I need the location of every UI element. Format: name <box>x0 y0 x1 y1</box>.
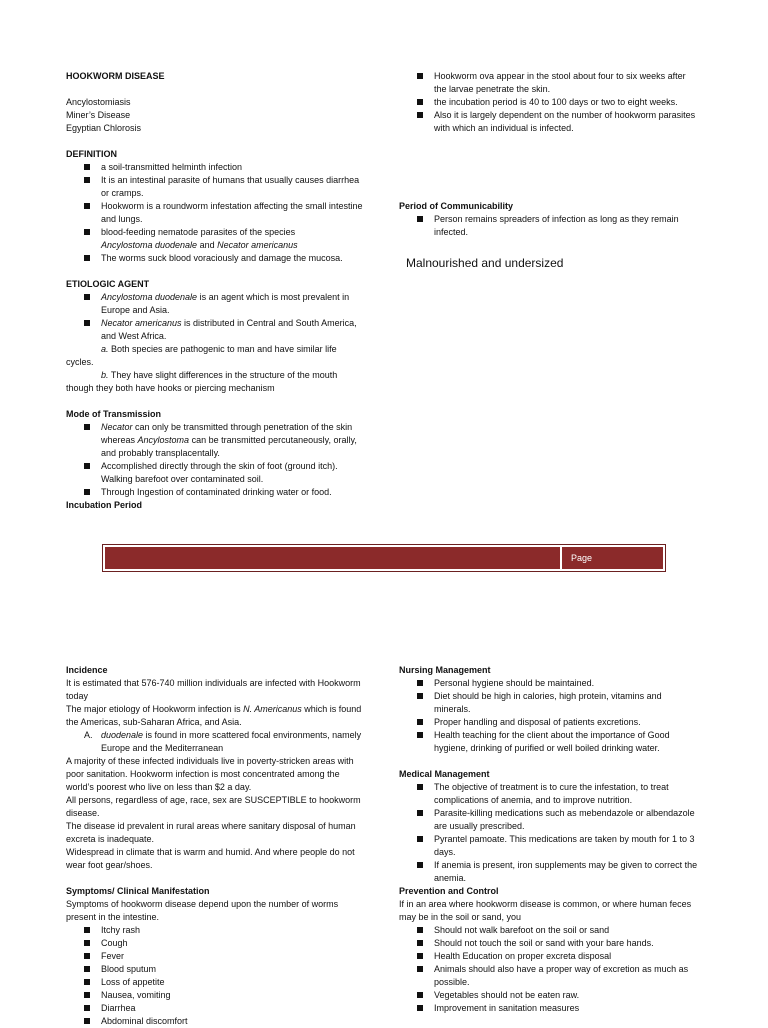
list-item: Proper handling and disposal of patients excretions. <box>399 716 699 729</box>
list-item: Personal hygiene should be maintained. <box>399 677 699 690</box>
incidence-para2: The major etiology of Hookworm infection is N. Americanus which is found the Americas, sub-Saharan Africa, and Asia. <box>66 704 362 727</box>
incidence-para3: A majority of these infected individuals live in poverty-stricken areas with poor sanitation. Hookworm infection is most concentrated among the world’s poorest who live on less than $2 a day. <box>66 756 354 792</box>
communicability-list <box>399 213 699 239</box>
symptoms-intro: Symptoms of hookworm disease depend upon the number of worms present in the intestine. <box>66 899 339 922</box>
list-item: The worms suck blood voraciously and damage the mucosa. <box>66 252 366 265</box>
alias-1: Ancylostomiasis <box>66 97 131 107</box>
symptoms-heading: Symptoms/ Clinical Manifestation <box>66 886 210 896</box>
incubation-list <box>399 70 699 135</box>
list-item: Animals should also have a proper way of excretion as much as possible. <box>399 963 699 989</box>
definition-list <box>66 161 366 265</box>
incidence-list-item: A. duodenale is found in more scattered focal environments, namely Europe and the Mediterranean <box>84 730 362 753</box>
bullet-icon <box>84 177 90 183</box>
list-item: blood-feeding nematode parasites of the species Ancylostoma duodenale and Necator americanus <box>66 226 366 252</box>
definition-heading: DEFINITION <box>66 149 117 159</box>
list-item: a soil-transmitted helminth infection <box>66 161 366 174</box>
list-item: Itchy rash <box>66 924 366 937</box>
nursing-list <box>399 677 699 755</box>
etiologic-heading: ETIOLOGIC AGENT <box>66 279 150 289</box>
bullet-icon <box>417 680 423 686</box>
communicability-heading: Period of Communicability <box>399 201 514 211</box>
transmission-heading: Mode of Transmission <box>66 409 162 419</box>
list-item: Nausea, vomiting <box>66 989 366 1002</box>
prevention-intro: If in an area where hookworm disease is common, or where human feces may be in the soil or sand, you <box>399 899 692 922</box>
list-item: Accomplished directly through the skin of foot (ground itch). Walking barefoot over contaminated soil. <box>66 460 366 486</box>
bullet-icon <box>84 489 90 495</box>
prevention-list <box>399 924 699 1015</box>
list-item: Should not walk barefoot on the soil or sand <box>399 924 699 937</box>
list-item: Ancylostoma duodenale is an agent which is most prevalent in Europe and Asia. <box>66 291 366 317</box>
bullet-icon <box>417 1005 423 1011</box>
list-item: Improvement in sanitation measures <box>399 1002 699 1015</box>
bullet-icon <box>84 463 90 469</box>
bullet-icon <box>417 784 423 790</box>
prevention-heading: Prevention and Control <box>399 886 499 896</box>
etiologic-note-b: b. They have slight differences in the structure of the mouth though they both have hooks or piercing mechanism <box>66 370 338 393</box>
list-item: Fever <box>66 950 366 963</box>
page-footer-banner <box>102 544 666 572</box>
medical-heading: Medical Management <box>399 769 490 779</box>
bullet-icon <box>84 164 90 170</box>
bullet-icon <box>84 953 90 959</box>
incidence-heading: Incidence <box>66 665 108 675</box>
list-item: If anemia is present, iron supplements may be given to correct the anemia. <box>399 859 699 885</box>
bullet-icon <box>417 940 423 946</box>
incidence-para6: Widespread in climate that is warm and humid. And where people do not wear foot gear/shoes. <box>66 847 355 870</box>
bullet-icon <box>84 1018 90 1024</box>
bullet-icon <box>417 810 423 816</box>
bullet-icon <box>84 992 90 998</box>
bullet-icon <box>84 966 90 972</box>
list-item: Parasite-killing medications such as mebendazole or albendazole are usually prescribed. <box>399 807 699 833</box>
list-item: It is an intestinal parasite of humans that usually causes diarrhea or cramps. <box>66 174 366 200</box>
list-item: Pyrantel pamoate. This medications are taken by mouth for 1 to 3 days. <box>399 833 699 859</box>
bullet-icon <box>417 862 423 868</box>
bullet-icon <box>84 424 90 430</box>
list-item: Blood sputum <box>66 963 366 976</box>
etiologic-list <box>66 291 366 343</box>
incubation-heading: Incubation Period <box>66 500 143 510</box>
bullet-icon <box>417 693 423 699</box>
bullet-icon <box>417 927 423 933</box>
list-item: Hookworm ova appear in the stool about four to six weeks after the larvae penetrate the skin. <box>399 70 699 96</box>
list-item: Cough <box>66 937 366 950</box>
list-item: Also it is largely dependent on the number of hookworm parasites with which an individual is infected. <box>399 109 699 135</box>
bullet-icon <box>84 320 90 326</box>
bullet-icon <box>84 294 90 300</box>
page-label: Page <box>571 553 593 563</box>
bullet-icon <box>84 927 90 933</box>
list-item: Diet should be high in calories, high protein, vitamins and minerals. <box>399 690 699 716</box>
bullet-icon <box>417 216 423 222</box>
page2-right-column <box>399 664 699 1015</box>
list-item: Necator can only be transmitted through penetration of the skin whereas Ancylostoma can be transmitted percutaneously, orally, and probably transplacentally. <box>66 421 366 460</box>
bullet-icon <box>417 732 423 738</box>
list-item: Necator americanus is distributed in Central and South America, and West Africa. <box>66 317 366 343</box>
symptoms-list <box>66 924 366 1028</box>
list-item: Through Ingestion of contaminated drinking water or food. <box>66 486 366 499</box>
list-item: Health teaching for the client about the importance of Good hygiene, drinking of purified or well boiled drinking water. <box>399 729 699 755</box>
banner-fill <box>105 547 663 569</box>
list-item: Hookworm is a roundworm infestation affecting the small intestine and lungs. <box>66 200 366 226</box>
list-item: Diarrhea <box>66 1002 366 1015</box>
alias-2: Miner’s Disease <box>66 110 131 120</box>
list-item: Should not touch the soil or sand with your bare hands. <box>399 937 699 950</box>
etiologic-note-a: a. Both species are pathogenic to man and have similar life cycles. <box>66 344 337 367</box>
bullet-icon <box>417 99 423 105</box>
list-item: Person remains spreaders of infection as long as they remain infected. <box>399 213 699 239</box>
alias-3: Egyptian Chlorosis <box>66 123 142 133</box>
bullet-icon <box>84 979 90 985</box>
list-item: The objective of treatment is to cure the infestation, to treat complications of anemia, and to improve nutrition. <box>399 781 699 807</box>
page1-left-column <box>66 70 366 512</box>
bullet-icon <box>417 719 423 725</box>
list-item: Abdominal discomfort <box>66 1015 366 1028</box>
list-item: Loss of appetite <box>66 976 366 989</box>
bullet-icon <box>417 73 423 79</box>
bullet-icon <box>84 255 90 261</box>
malnourished-text: Malnourished and undersized <box>406 256 564 270</box>
list-item: Vegetables should not be eaten raw. <box>399 989 699 1002</box>
document-title: HOOKWORM DISEASE <box>66 71 165 81</box>
list-item: Health Education on proper excreta disposal <box>399 950 699 963</box>
list-item: the incubation period is 40 to 100 days or two to eight weeks. <box>399 96 699 109</box>
bullet-icon <box>84 1005 90 1011</box>
bullet-icon <box>84 229 90 235</box>
incidence-para4: All persons, regardless of age, race, sex are SUSCEPTIBLE to hookworm disease. <box>66 795 361 818</box>
nursing-heading: Nursing Management <box>399 665 491 675</box>
bullet-icon <box>417 112 423 118</box>
transmission-list <box>66 421 366 499</box>
page1-right-column <box>399 70 699 135</box>
communicability-section <box>399 200 699 239</box>
bullet-icon <box>417 992 423 998</box>
page2-left-column <box>66 664 366 1028</box>
banner-divider <box>560 547 562 569</box>
bullet-icon <box>417 836 423 842</box>
bullet-icon <box>417 953 423 959</box>
bullet-icon <box>417 966 423 972</box>
bullet-icon <box>84 203 90 209</box>
incidence-para1: It is estimated that 576-740 million individuals are infected with Hookworm today <box>66 678 361 701</box>
medical-list <box>399 781 699 885</box>
bullet-icon <box>84 940 90 946</box>
incidence-para5: The disease id prevalent in rural areas where sanitary disposal of human excreta is inadequate. <box>66 821 356 844</box>
